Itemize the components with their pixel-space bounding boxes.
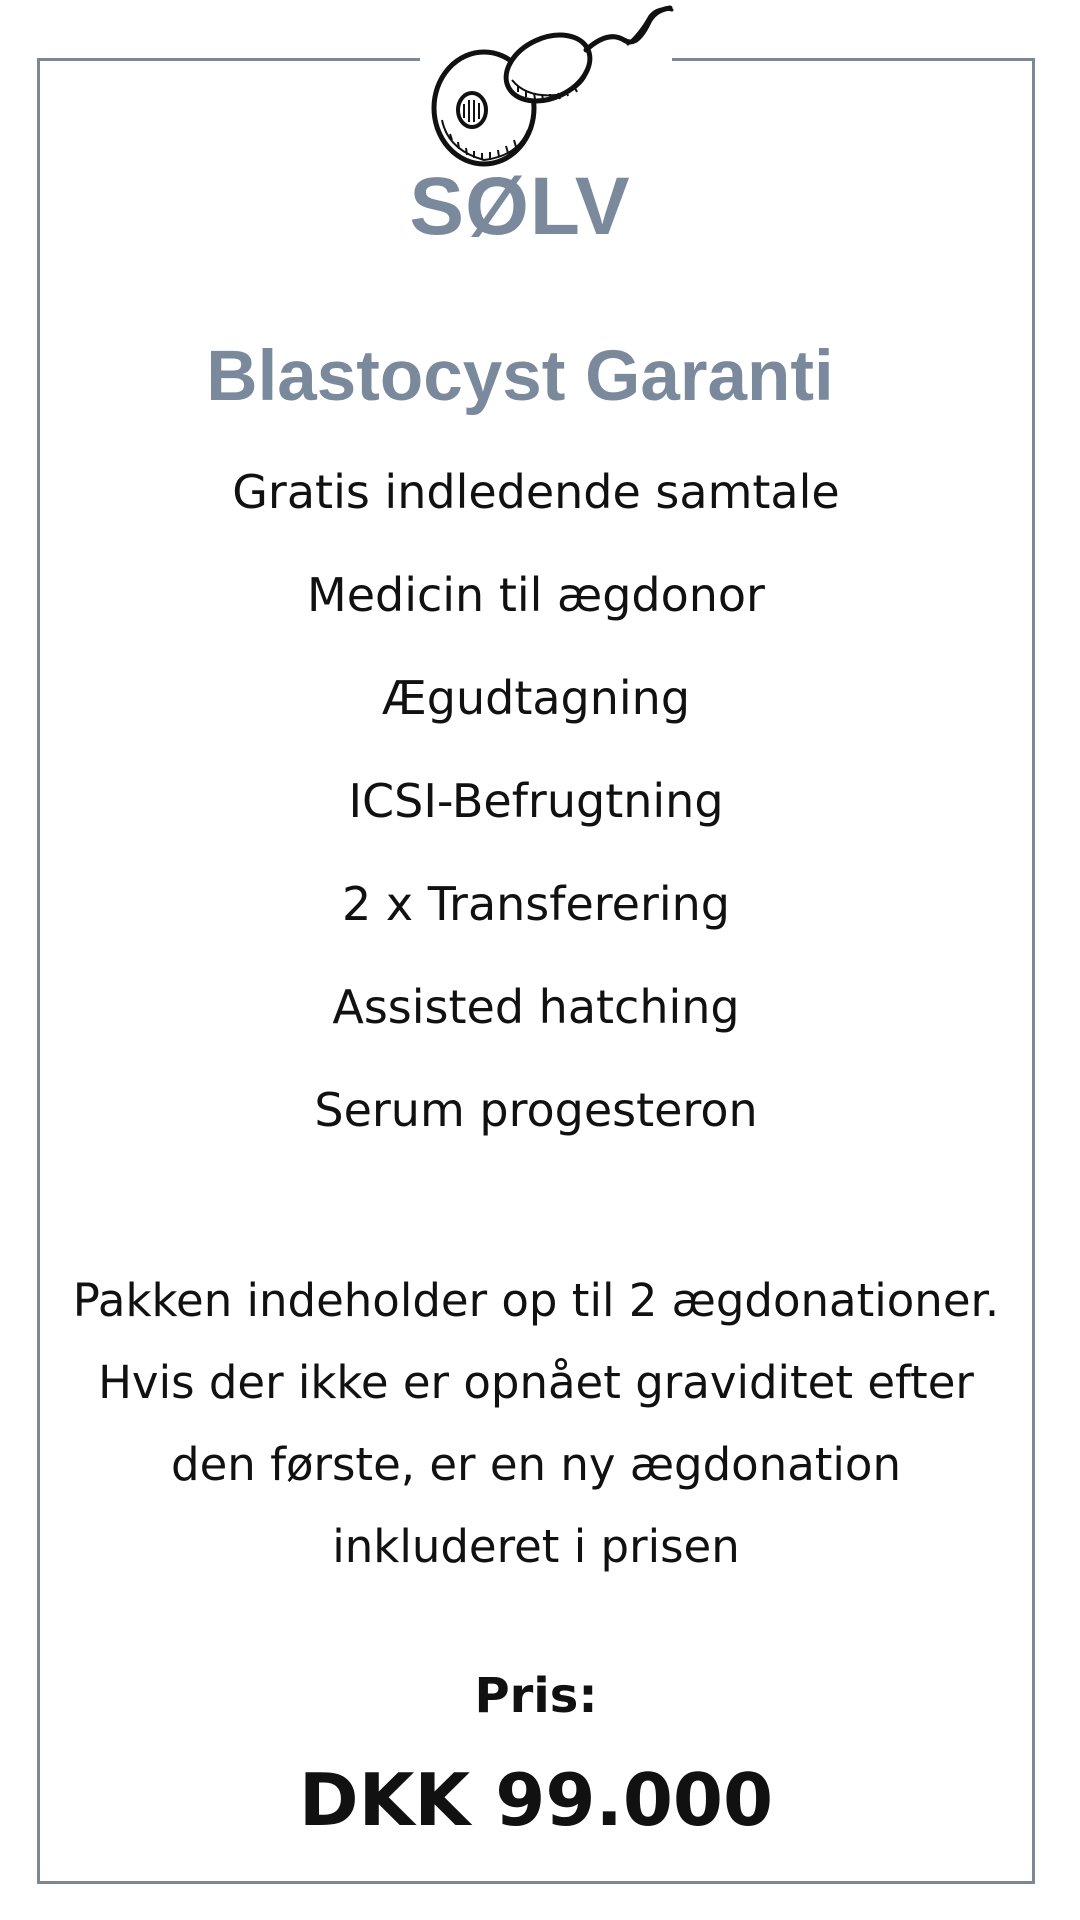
package-subtitle: Blastocyst Garanti [206, 337, 834, 416]
package-note [37, 1260, 1035, 1588]
note-line: inkluderet i prisen [332, 1520, 740, 1573]
note-line: Hvis der ikke er opnået graviditet efter [98, 1356, 974, 1409]
note-line: den første, er en ny ægdonation [171, 1438, 901, 1491]
note-line: Pakken indeholder op til 2 ægdonationer. [72, 1274, 1000, 1327]
list-item: Medicin til ægdonor [307, 568, 765, 622]
list-item: 2 x Transferering [341, 877, 731, 931]
price-label: Pris: [474, 1668, 598, 1724]
feature-list [37, 452, 1035, 1173]
price-value: DKK 99.000 [298, 1758, 774, 1842]
list-item: Gratis indledende samtale [232, 465, 840, 519]
embryo-cell-icon [428, 0, 676, 172]
list-item: Serum progesteron [314, 1083, 758, 1137]
list-item: ICSI-Befrugtning [348, 774, 724, 828]
list-item: Ægudtagning [381, 671, 691, 725]
list-item: Assisted hatching [332, 980, 740, 1034]
package-tier-title: SØLV [409, 161, 631, 252]
